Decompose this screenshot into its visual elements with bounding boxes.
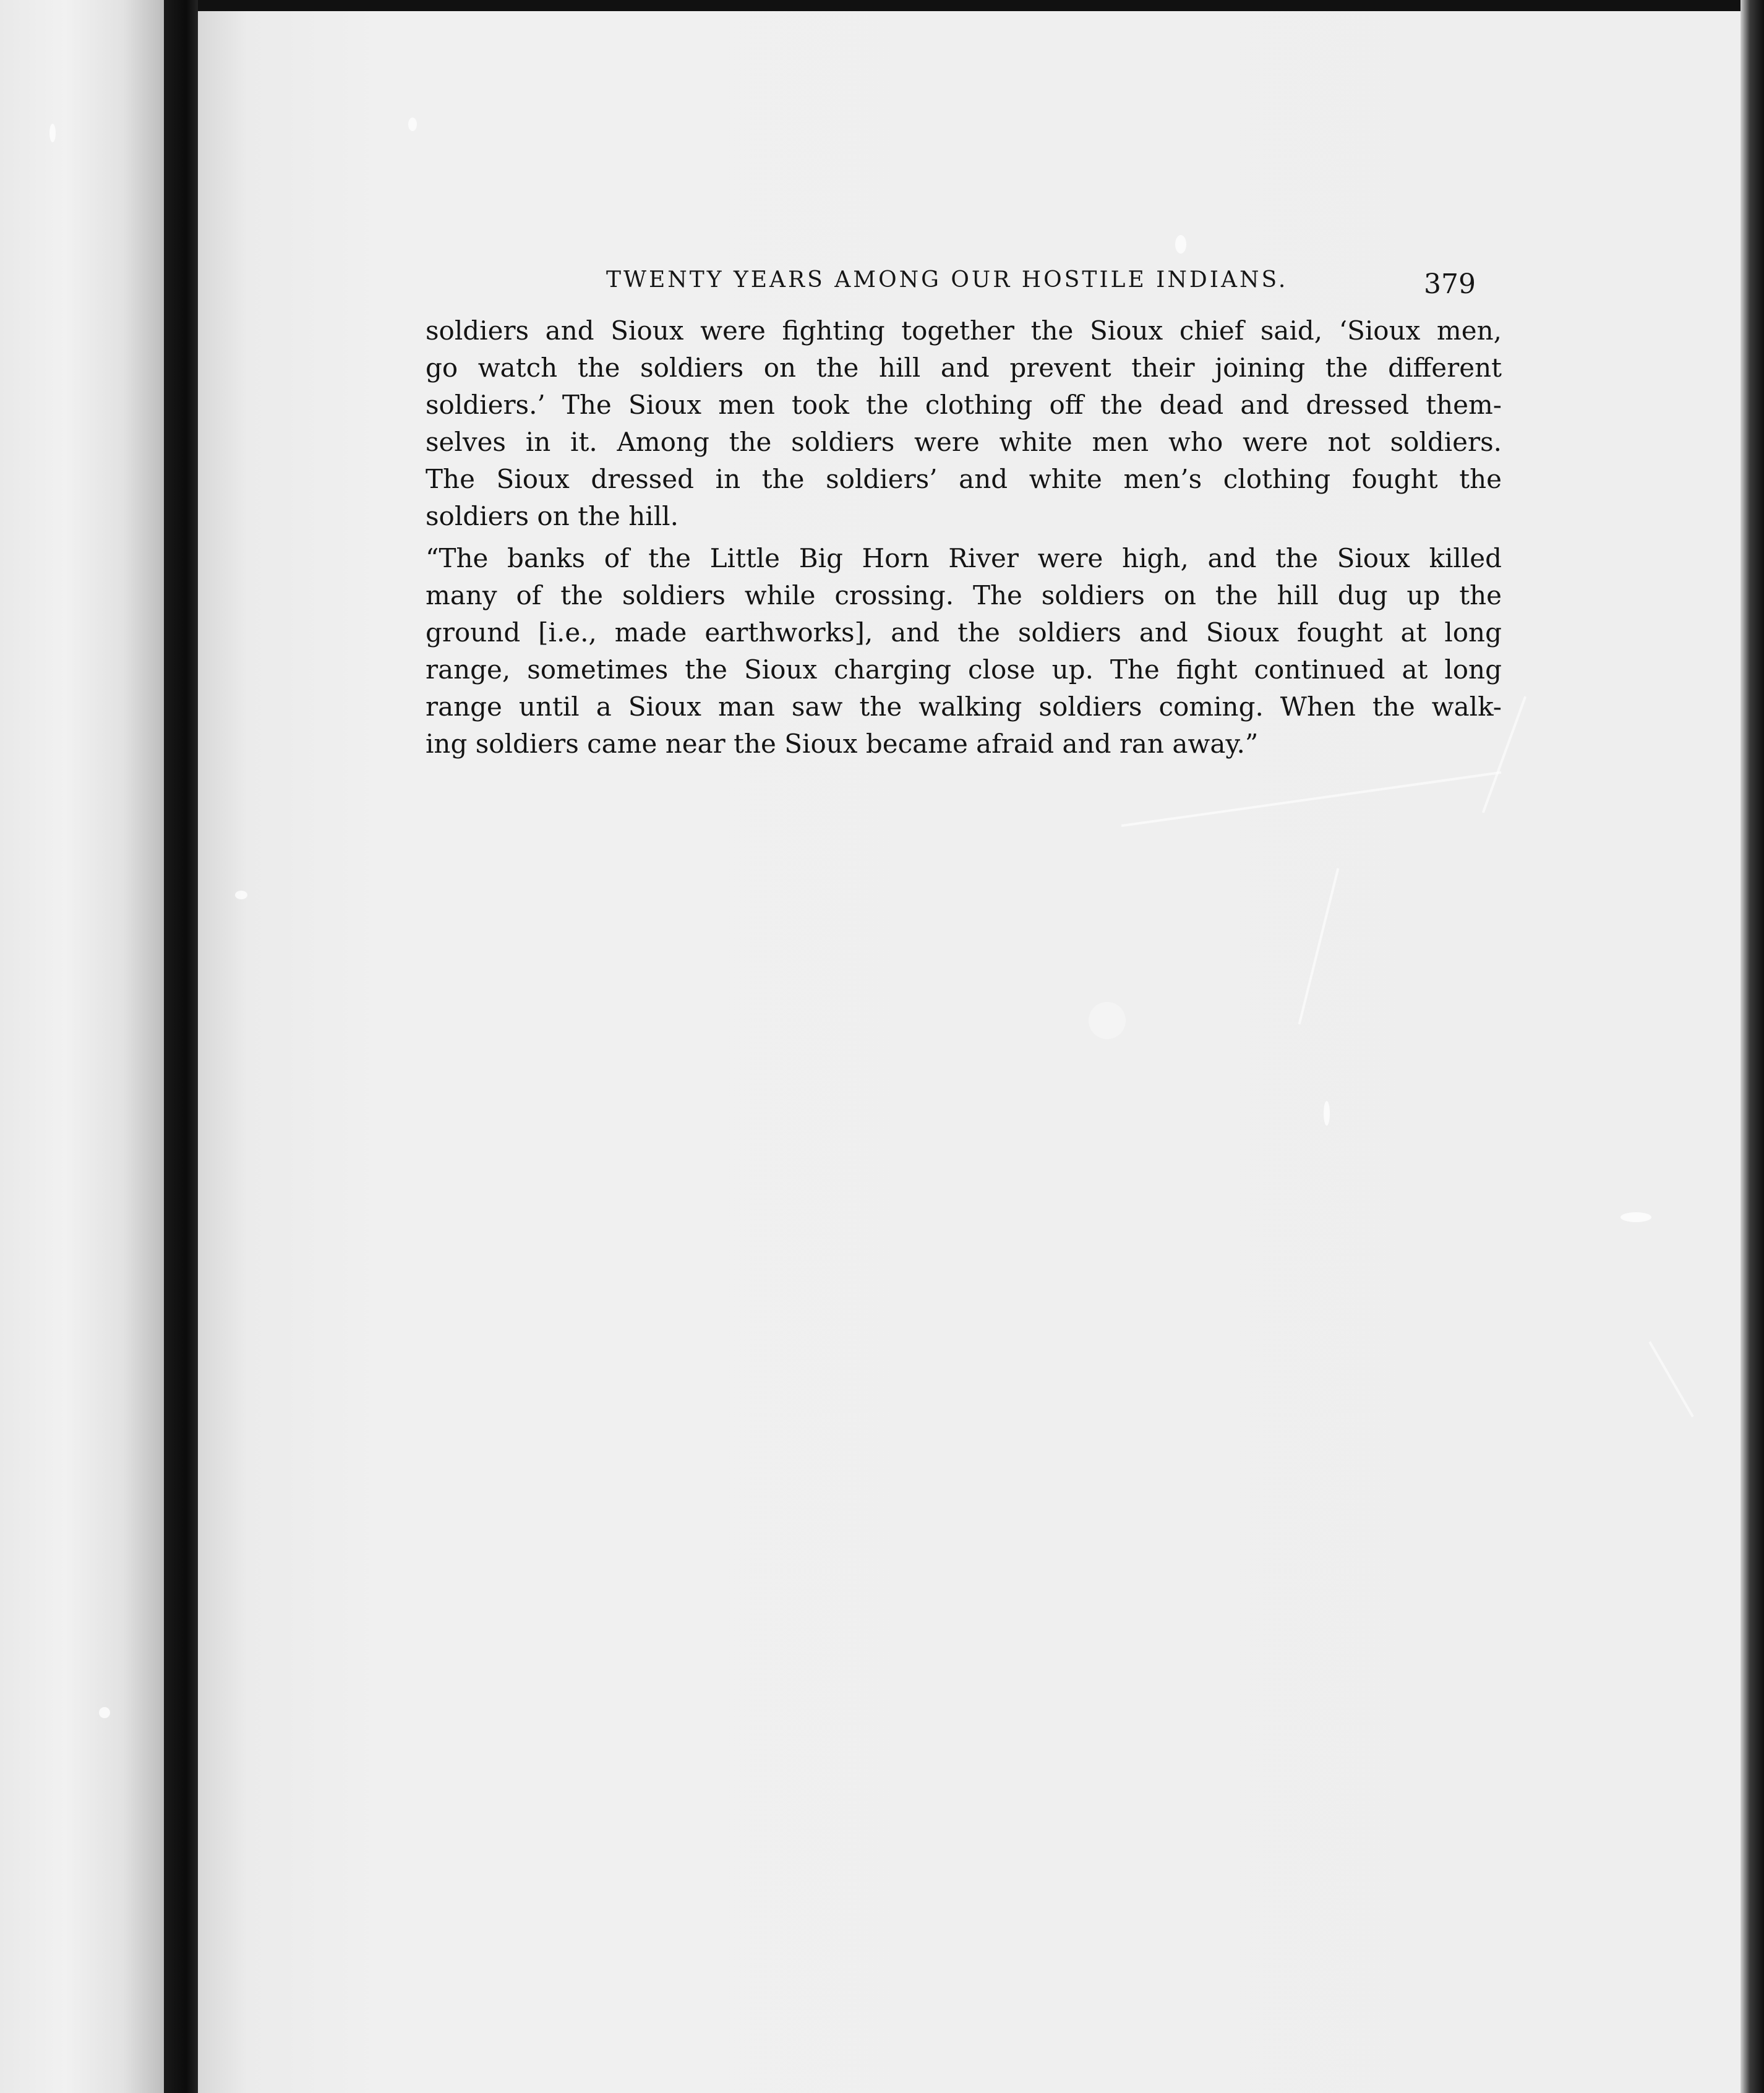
text-line: selves in it. Among the soldiers were white men who were not soldiers. bbox=[426, 427, 1502, 457]
paragraph bbox=[426, 312, 1502, 535]
text-line: ing soldiers came near the Sioux became afraid and ran away.” bbox=[426, 729, 1259, 759]
text-line: soldiers and Sioux were fighting together the Sioux chief said, ‘Sioux men, bbox=[426, 315, 1502, 346]
dust-speck bbox=[49, 124, 56, 142]
facing-page-edge bbox=[0, 0, 164, 2093]
running-head: TWENTY YEARS AMONG OUR HOSTILE INDIANS. bbox=[606, 267, 1288, 293]
book-gutter bbox=[164, 0, 201, 2093]
text-line: The Sioux dressed in the soldiers’ and white men’s clothing fought the bbox=[426, 464, 1502, 494]
text-line: soldiers.’ The Sioux men took the clothing off the dead and dressed them- bbox=[426, 390, 1502, 420]
page-number: 379 bbox=[1424, 268, 1476, 300]
dust-speck bbox=[408, 118, 417, 131]
text-line: ground [i.e., made earthworks], and the soldiers and Sioux fought at long bbox=[426, 617, 1502, 648]
text-line: range until a Sioux man saw the walking soldiers coming. When the walk- bbox=[426, 691, 1502, 722]
scan-right-border bbox=[1740, 0, 1764, 2093]
dust-speck bbox=[1324, 1101, 1330, 1126]
dust-speck bbox=[1175, 235, 1186, 254]
text-line: “The banks of the Little Big Horn River were high, and the Sioux killed bbox=[426, 543, 1502, 573]
text-line: many of the soldiers while crossing. The soldiers on the hill dug up the bbox=[426, 580, 1502, 610]
dust-speck bbox=[235, 891, 247, 899]
body-text bbox=[426, 312, 1502, 763]
paragraph bbox=[426, 540, 1502, 763]
dust-speck bbox=[1089, 1002, 1126, 1039]
text-line: soldiers on the hill. bbox=[426, 501, 679, 531]
text-line: go watch the soldiers on the hill and prevent their joining the different bbox=[426, 353, 1502, 383]
dust-speck bbox=[1621, 1212, 1651, 1222]
text-line: range, sometimes the Sioux charging close up. The fight continued at long bbox=[426, 654, 1502, 685]
dust-speck bbox=[99, 1707, 110, 1718]
